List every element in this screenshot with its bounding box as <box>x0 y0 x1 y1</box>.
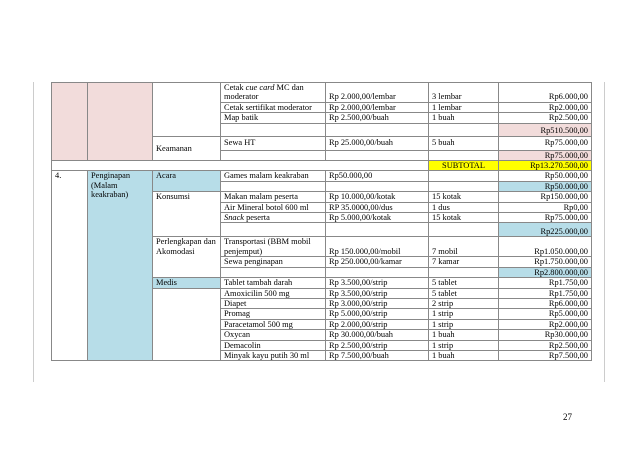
section-cell-empty <box>88 83 153 161</box>
price-cell: Rp 3.500,00/strip <box>326 288 429 298</box>
empty-cell <box>429 267 499 277</box>
empty-cell <box>429 150 499 160</box>
empty-cell <box>221 267 326 277</box>
subtotal-cell: Rp510.500,00 <box>499 123 592 136</box>
price-cell: Rp 150.000,00/mobil <box>326 237 429 257</box>
qty-cell: 5 buah <box>429 136 499 150</box>
item-emphasis: cue card <box>245 83 275 92</box>
left-margin-line <box>33 82 34 382</box>
empty-cell <box>326 150 429 160</box>
price-cell: RP 35.0000,00/dus <box>326 202 429 212</box>
subtotal-cell: Rp75.000,00 <box>499 150 592 160</box>
item-cell: Minyak kayu putih 30 ml <box>221 350 326 360</box>
total-cell: Rp6.000,00 <box>499 298 592 308</box>
item-cell: Tablet tambah darah <box>221 278 326 288</box>
qty-cell: 3 lembar <box>429 83 499 103</box>
empty-cell <box>221 181 326 191</box>
qty-cell: 1 strip <box>429 319 499 329</box>
price-cell: Rp 2.000,00/strip <box>326 319 429 329</box>
price-cell: Rp 7.500,00/buah <box>326 350 429 360</box>
qty-cell: 1 dus <box>429 202 499 212</box>
item-emphasis: Snack <box>224 213 244 223</box>
total-cell: Rp2.500,00 <box>499 340 592 350</box>
price-cell: Rp 5.000,00/kotak <box>326 213 429 223</box>
price-cell: Rp 2.000,00/lembar <box>326 102 429 112</box>
category-cell-empty <box>153 83 221 137</box>
item-cell: Cetak cue card MC dan moderator <box>221 83 326 103</box>
section-name: Penginapan (Malam keakraban) <box>88 171 153 361</box>
category-cell: Keamanan <box>153 136 221 160</box>
item-cell: Sewa penginapan <box>221 257 326 267</box>
item-cell: Games malam keakraban <box>221 171 326 181</box>
item-cell: Transportasi (BBM mobil penjemput) <box>221 237 326 257</box>
item-cell: Amoxicilin 500 mg <box>221 288 326 298</box>
item-cell: Oxycan <box>221 330 326 340</box>
total-cell: Rp7.500,00 <box>499 350 592 360</box>
category-cell: Konsumsi <box>153 192 221 237</box>
subtotal-cell: Rp225.000,00 <box>499 223 592 237</box>
total-cell: Rp1.750,00 <box>499 278 592 288</box>
qty-cell-empty <box>429 171 499 181</box>
price-cell: Rp 2.500,00/strip <box>326 340 429 350</box>
empty-cell <box>429 123 499 136</box>
item-cell: Air Mineral botol 600 ml <box>221 202 326 212</box>
item-cell: Diapet <box>221 298 326 308</box>
total-cell: Rp1.750.000,00 <box>499 257 592 267</box>
price-cell: Rp 3.000,00/strip <box>326 298 429 308</box>
empty-cell <box>326 223 429 237</box>
empty-cell <box>52 161 429 171</box>
qty-cell: 7 kamar <box>429 257 499 267</box>
empty-cell <box>429 223 499 237</box>
empty-cell <box>326 181 429 191</box>
total-cell: Rp2.000,00 <box>499 102 592 112</box>
item-cell: Cetak sertifikat moderator <box>221 102 326 112</box>
qty-cell: 2 strip <box>429 298 499 308</box>
total-cell: Rp1.750,00 <box>499 288 592 298</box>
empty-cell <box>221 123 326 136</box>
category-cell-empty <box>153 288 221 361</box>
item-cell: Snack peserta <box>221 213 326 223</box>
price-cell: Rp 10.000,00/kotak <box>326 192 429 202</box>
total-cell: Rp150.000,00 <box>499 192 592 202</box>
price-cell: Rp 2.000,00/lembar <box>326 83 429 103</box>
item-cell: Paracetamol 500 mg <box>221 319 326 329</box>
qty-cell: 1 strip <box>429 340 499 350</box>
qty-cell: 1 strip <box>429 309 499 319</box>
qty-cell: 7 mobil <box>429 237 499 257</box>
price-cell: Rp 30.000,00/buah <box>326 330 429 340</box>
item-cell: Promag <box>221 309 326 319</box>
item-cell: Sewa HT <box>221 136 326 150</box>
number-cell-empty <box>52 83 88 161</box>
category-cell: Medis <box>153 278 221 288</box>
grand-subtotal-row <box>52 161 592 171</box>
item-cell: Demacolin <box>221 340 326 350</box>
total-cell: Rp75.000,00 <box>499 213 592 223</box>
total-cell: Rp30.000,00 <box>499 330 592 340</box>
subtotal-label: SUBTOTAL <box>429 161 499 171</box>
budget-table <box>51 82 592 361</box>
section-number: 4. <box>52 171 88 361</box>
empty-cell <box>429 181 499 191</box>
total-cell: Rp2.500,00 <box>499 113 592 123</box>
price-cell: Rp 25.000,00/buah <box>326 136 429 150</box>
qty-cell: 1 buah <box>429 350 499 360</box>
total-cell: Rp75.000,00 <box>499 136 592 150</box>
empty-cell <box>221 223 326 237</box>
total-cell: Rp1.050.000,00 <box>499 237 592 257</box>
subtotal-cell: Rp50.000,00 <box>499 181 592 191</box>
qty-cell: 5 tablet <box>429 278 499 288</box>
page-number: 27 <box>563 412 572 422</box>
qty-cell: 1 buah <box>429 113 499 123</box>
total-cell: Rp50.000,00 <box>499 171 592 181</box>
item-cell: Map batik <box>221 113 326 123</box>
subtotal-cell: Rp2.800.000,00 <box>499 267 592 277</box>
total-cell: Rp0,00 <box>499 202 592 212</box>
subtotal-value: Rp13.270.500,00 <box>499 161 592 171</box>
qty-cell: 1 buah <box>429 330 499 340</box>
table-row <box>52 83 592 103</box>
price-cell: Rp 5.000,00/strip <box>326 309 429 319</box>
table-row <box>52 171 592 181</box>
empty-cell <box>221 150 326 160</box>
empty-cell <box>326 123 429 136</box>
total-cell: Rp6.000,00 <box>499 83 592 103</box>
right-margin-line <box>604 82 605 382</box>
price-cell: Rp 250.000,00/kamar <box>326 257 429 267</box>
category-cell: Acara <box>153 171 221 192</box>
qty-cell: 5 tablet <box>429 288 499 298</box>
total-cell: Rp5.000,00 <box>499 309 592 319</box>
price-cell: Rp50.000,00 <box>326 171 429 181</box>
total-cell: Rp2.000,00 <box>499 319 592 329</box>
qty-cell: 15 kotak <box>429 192 499 202</box>
category-cell: Perlengkapan dan Akomodasi <box>153 237 221 278</box>
price-cell: Rp 3.500,00/strip <box>326 278 429 288</box>
empty-cell <box>326 267 429 277</box>
qty-cell: 1 lembar <box>429 102 499 112</box>
qty-cell: 15 kotak <box>429 213 499 223</box>
price-cell: Rp 2.500,00/buah <box>326 113 429 123</box>
item-cell: Makan malam peserta <box>221 192 326 202</box>
